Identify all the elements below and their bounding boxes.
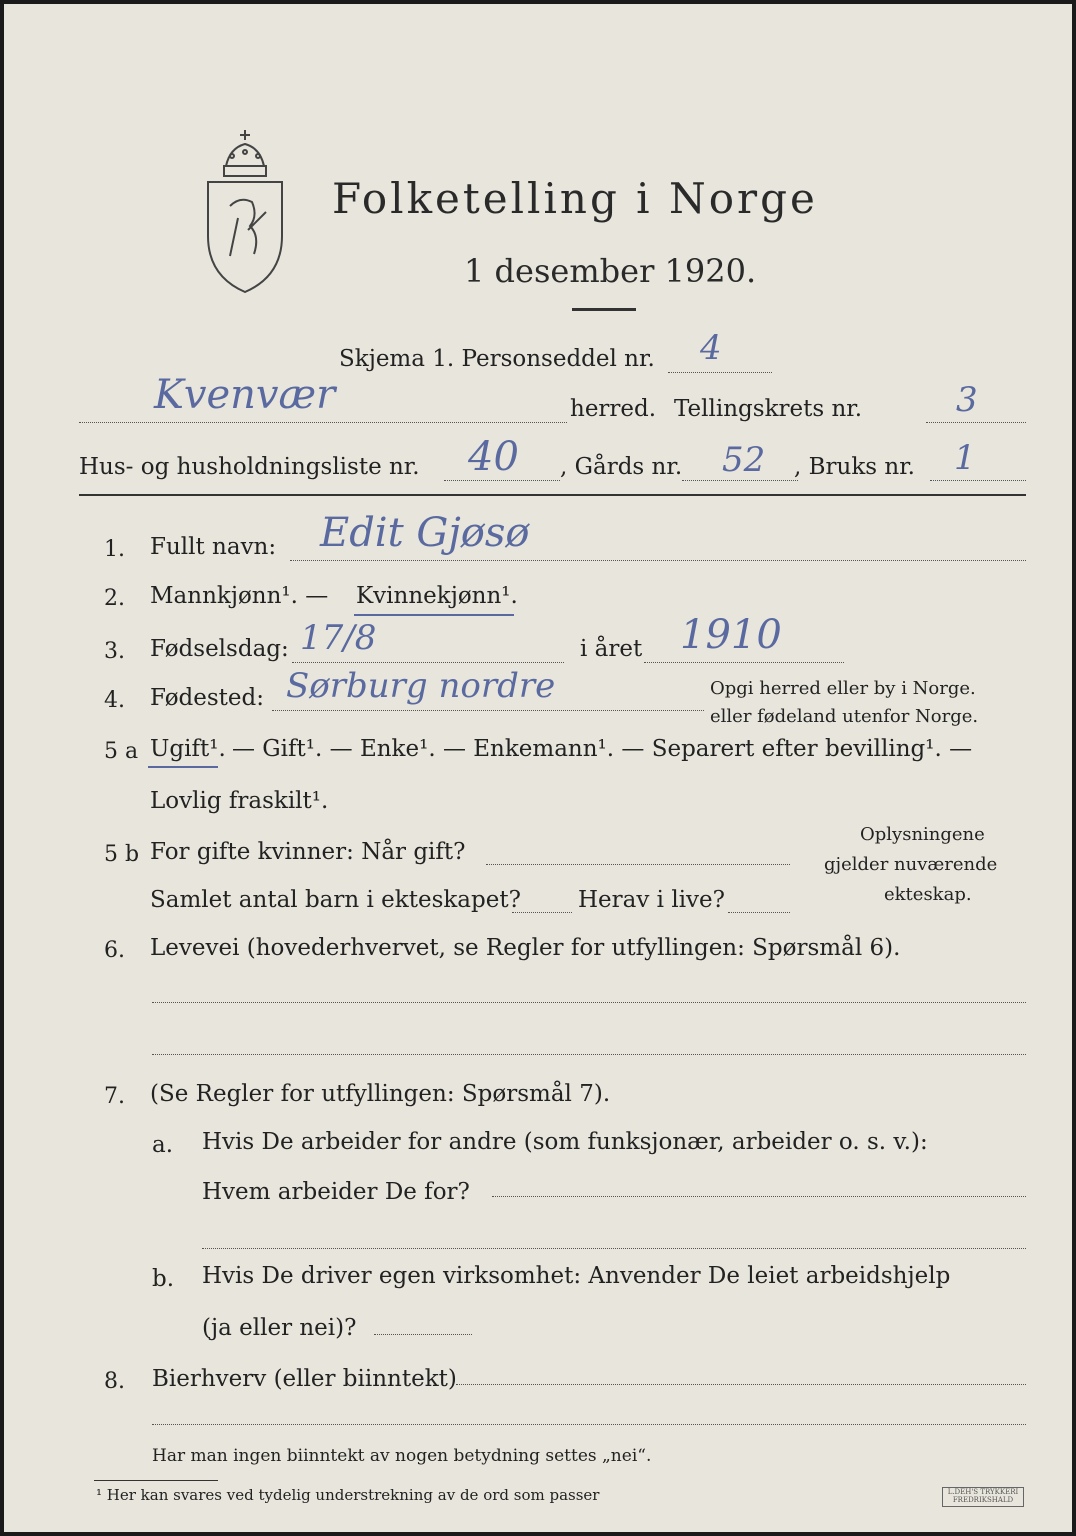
q5a-number: 5 a [104,739,139,764]
bruks-value: 1 [954,438,976,478]
q7a-line2: Hvem arbeider De for? [202,1179,470,1205]
q5b-number: 5 b [104,842,140,867]
tellingskrets-value: 3 [956,380,978,420]
husholdningsliste-value: 40 [468,434,519,480]
husholdningsliste-label: Hus- og husholdningsliste nr. [79,454,420,480]
q5b-line1: For gifte kvinner: Når gift? [150,839,466,865]
year-label: i året [580,636,643,662]
birthday-value: 17/8 [300,618,377,658]
q4-note-line1: Opgi herred eller by i Norge. [710,678,976,699]
q7-label: (Se Regler for utfyllingen: Spørsmål 7). [150,1081,611,1107]
tellingskrets-label: Tellingskrets nr. [674,396,863,422]
q7-number: 7. [104,1084,125,1109]
bruks-label: , Bruks nr. [794,454,915,480]
q5a-ugift: Ugift¹. [150,736,226,762]
birthplace-value: Sørburg nordre [286,666,556,706]
footer-note: Har man ingen biinntekt av nogen betydning settes „nei“. [152,1446,652,1466]
herred-value: Kvenvær [154,372,336,418]
norwegian-coat-of-arms-icon [200,126,290,296]
birth-year-value: 1910 [680,612,782,658]
herred-label: herred. [570,396,657,422]
schema-label: Skjema 1. Personseddel nr. [339,346,655,372]
q5b-note-line1: Oplysningene [860,824,985,845]
q6-number: 6. [104,938,125,963]
q4-number: 4. [104,688,125,713]
q1-label: Fullt navn: [150,534,277,560]
census-date: 1 desember 1920. [464,252,757,290]
q7a-letter: a. [152,1132,174,1158]
printer-stamp: L.DEH'S TRYKKERI FREDRIKSHALD [942,1487,1024,1507]
gards-value: 52 [722,440,766,480]
gards-label: , Gårds nr. [560,454,683,480]
form-title: Folketelling i Norge [332,174,818,223]
q5b-barn-label: Samlet antal barn i ekteskapet? [150,887,521,913]
q7b-letter: b. [152,1266,175,1292]
q7a-line1: Hvis De arbeider for andre (som funksjonær, arbeider o. s. v.): [202,1129,928,1155]
q5b-live-label: Herav i live? [578,887,725,913]
q2-label-male: Mannkjønn¹. — [150,583,329,609]
q6-label: Levevei (hovederhvervet, se Regler for utfyllingen: Spørsmål 6). [150,935,901,961]
q7b-line2: (ja eller nei)? [202,1315,357,1341]
q2-label-female: Kvinnekjønn¹. [356,583,518,609]
q5b-note-line3: ekteskap. [884,884,972,905]
q3-number: 3. [104,639,125,664]
q4-note-line2: eller fødeland utenfor Norge. [710,706,979,727]
q5a-line2: Lovlig fraskilt¹. [150,788,329,814]
q2-number: 2. [104,586,125,611]
footnote: ¹ Her kan svares ved tydelig understrekning av de ord som passer [96,1486,600,1504]
full-name-value: Edit Gjøsø [320,510,530,556]
q4-label: Fødested: [150,685,265,711]
q8-label: Bierhverv (eller biinntekt) [152,1366,457,1392]
q5b-note-line2: gjelder nuværende [824,854,998,875]
q8-number: 8. [104,1369,125,1394]
personseddel-number: 4 [700,328,722,368]
q3-label: Fødselsdag: [150,636,289,662]
q5a-options: — Gift¹. — Enke¹. — Enkemann¹. — Separert efter bevilling¹. — [232,736,973,762]
q7b-line1: Hvis De driver egen virksomhet: Anvender De leiet arbeidshjelp [202,1263,951,1289]
q1-number: 1. [104,537,125,562]
